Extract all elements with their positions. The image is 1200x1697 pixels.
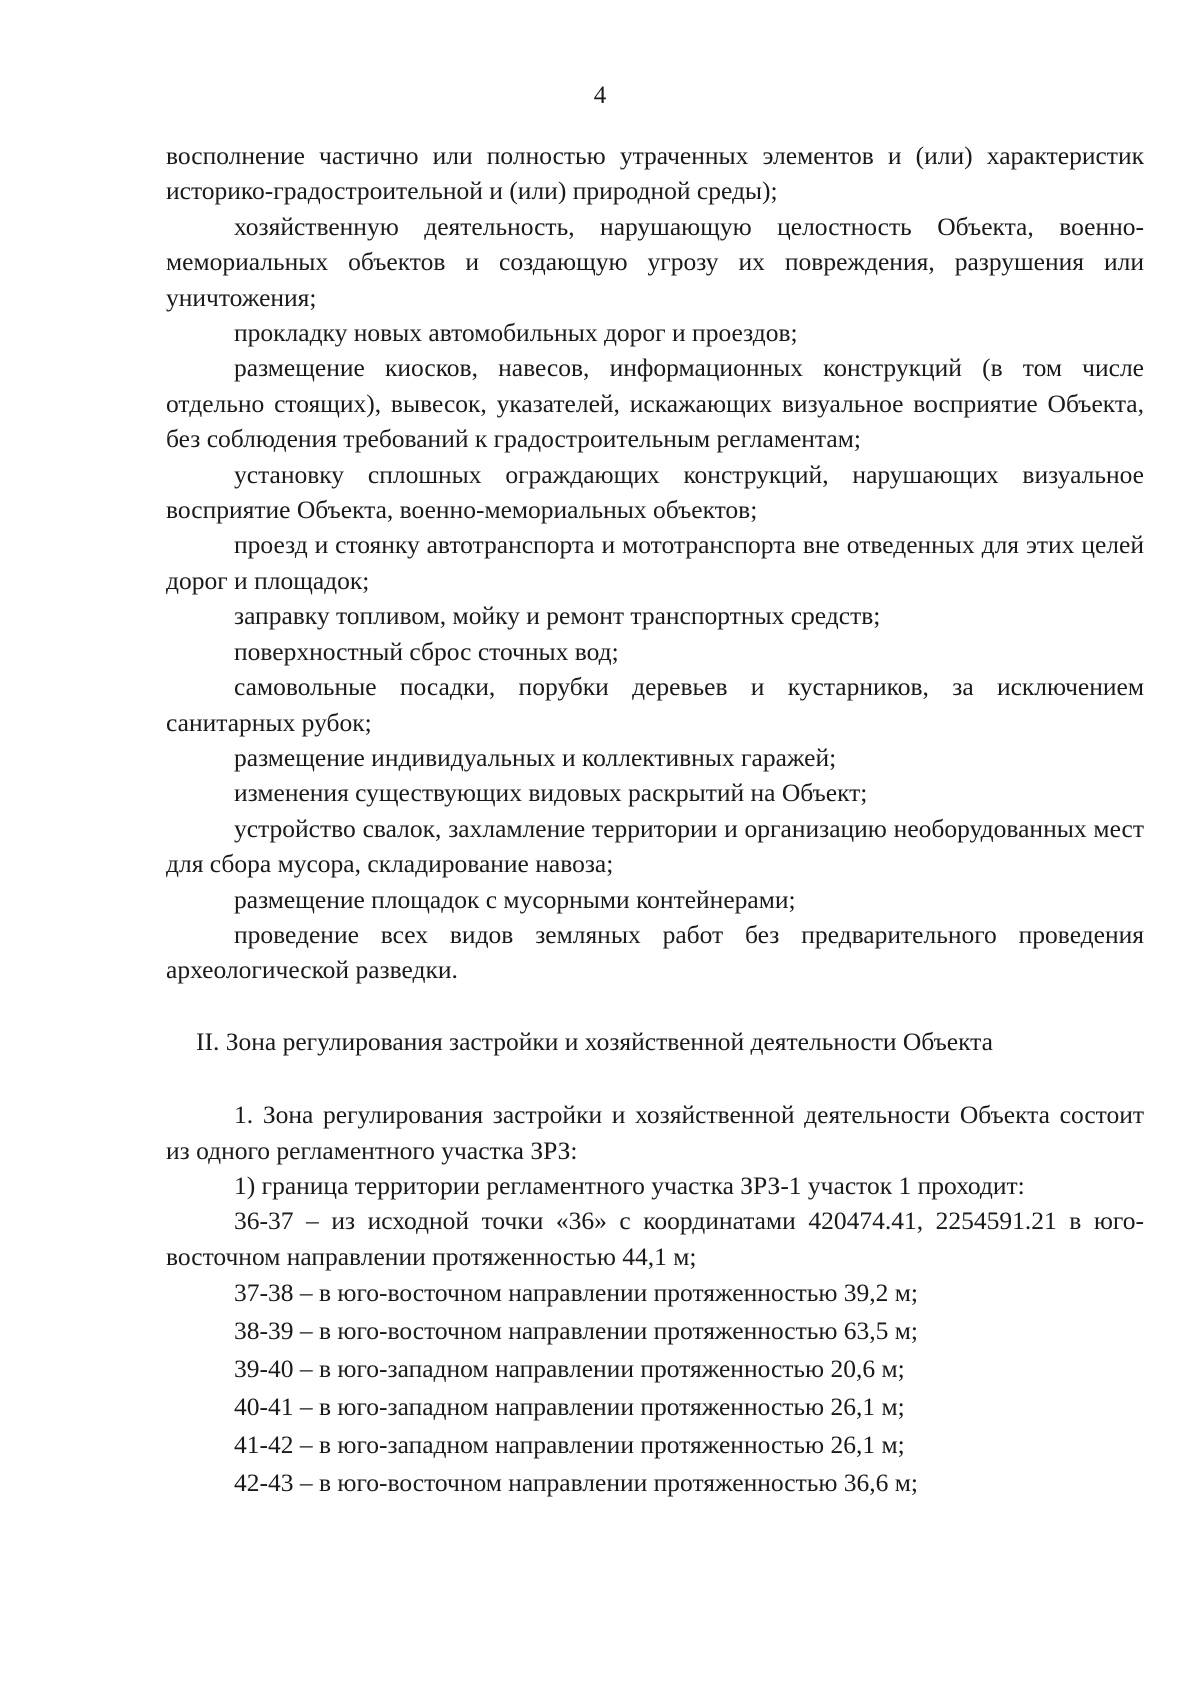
paragraph: поверхностный сброс сточных вод;: [234, 636, 619, 666]
list-item: 39-40 – в юго-западном направлении протяженностью 20,6 м;: [234, 1354, 905, 1384]
paragraph: самовольные посадки, порубки деревьев и кустарников, за исключением санитарных рубок;: [166, 672, 1144, 737]
paragraph: размещение индивидуальных и коллективных гаражей;: [234, 742, 837, 772]
paragraph: изменения существующих видовых раскрытий на Объект;: [234, 778, 868, 808]
paragraph: 36-37 – из исходной точки «36» с координатами 420474.41, 2254591.21 в юго-восточном направлении протяженностью 44,1 м;: [166, 1206, 1144, 1271]
paragraph: установку сплошных ограждающих конструкций, нарушающих визуальное восприятие Объекта, военно-мемориальных объектов;: [166, 459, 1144, 525]
page-number: 4: [593, 82, 607, 109]
paragraph: проведение всех видов земляных работ без предварительного проведения археологической разведки.: [166, 919, 1144, 985]
list-item: 38-39 – в юго-восточном направлении протяженностью 63,5 м;: [234, 1316, 919, 1346]
paragraph: восполнение частично или полностью утраченных элементов и (или) характеристик историко-градостроительной и (или) природной среды);: [166, 141, 1144, 206]
paragraph: размещение площадок с мусорными контейнерами;: [234, 884, 796, 914]
paragraph: проезд и стоянку автотранспорта и мототранспорта вне отведенных для этих целей дорог и площадок;: [166, 530, 1144, 595]
paragraph: прокладку новых автомобильных дорог и проездов;: [234, 318, 798, 348]
boundary-segments-list: [166, 1274, 1144, 1502]
paragraph: 1. Зона регулирования застройки и хозяйственной деятельности Объекта состоит из одного регламентного участка ЗРЗ:: [166, 1100, 1144, 1165]
list-item: 37-38 – в юго-восточном направлении протяженностью 39,2 м;: [234, 1278, 919, 1308]
list-item: 40-41 – в юго-западном направлении протяженностью 26,1 м;: [234, 1392, 905, 1422]
list-item: 41-42 – в юго-западном направлении протяженностью 26,1 м;: [234, 1430, 905, 1460]
paragraph: заправку топливом, мойку и ремонт транспортных средств;: [234, 601, 881, 631]
paragraph: устройство свалок, захламление территории и организацию необорудованных мест для сбора мусора, складирование навоза;: [166, 813, 1144, 879]
paragraph: размещение киосков, навесов, информационных конструкций (в том числе отдельно стоящих), вывесок, указателей, искажающих визуальное восприятие Объекта, без соблюдения требований к градостроительным регламентам;: [166, 353, 1144, 454]
document-body: [166, 138, 1144, 1502]
list-item: 42-43 – в юго-восточном направлении протяженностью 36,6 м;: [234, 1468, 919, 1498]
section-heading: II. Зона регулирования застройки и хозяйственной деятельности Объекта: [196, 1026, 993, 1056]
paragraph: 1) граница территории регламентного участка ЗРЗ-1 участок 1 проходит:: [234, 1170, 1025, 1200]
paragraph: хозяйственную деятельность, нарушающую целостность Объекта, военно-мемориальных объектов и создающую угрозу их повреждения, разрушения или уничтожения;: [166, 211, 1144, 312]
